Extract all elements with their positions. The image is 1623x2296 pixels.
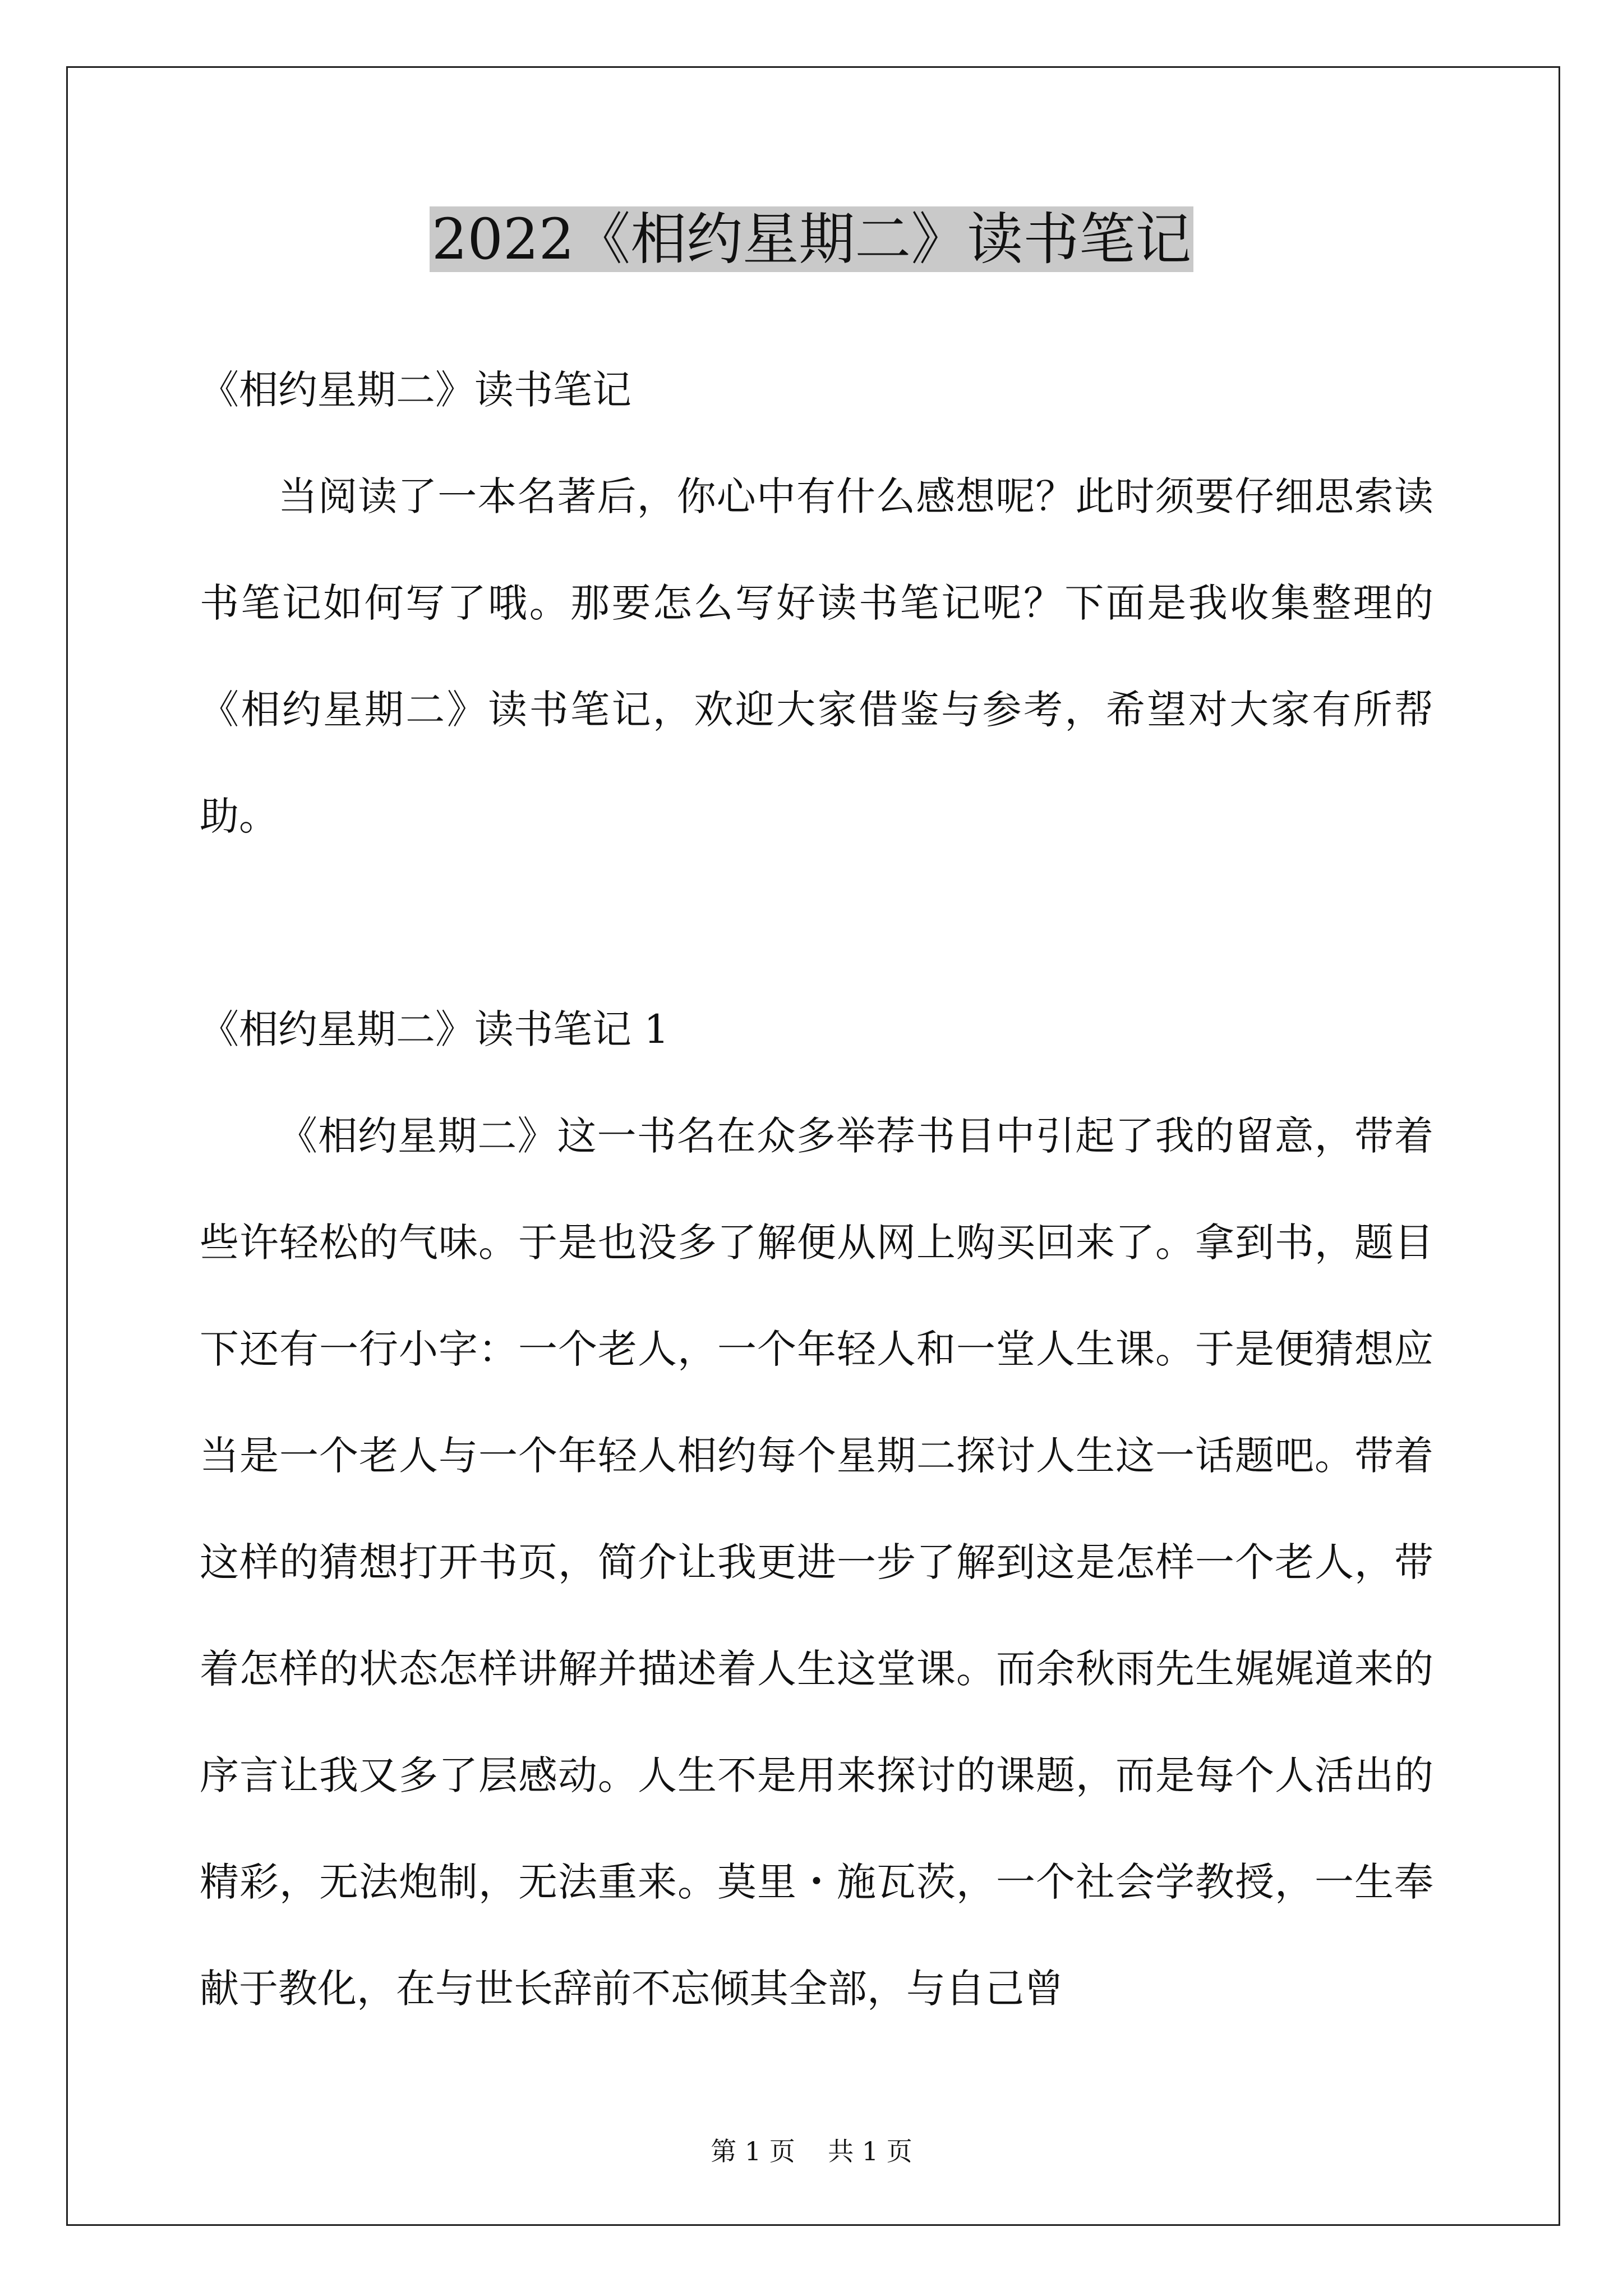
document-title-text: 2022《相约星期二》读书笔记 (430, 206, 1194, 272)
section1-paragraph: 《相约星期二》这一书名在众多举荐书目中引起了我的留意，带着些许轻松的气味。于是也没多了解便从网上购买回来了。拿到书，题目下还有一行小字：一个老人，一个年轻人和一堂人生课。于是便猜想应当是一个老人与一个年轻人相约每个星期二探讨人生这一话题吧。带着这样的猜想打开书页，简介让我更进一步了解到这是怎样一个老人，带着怎样的状态怎样讲解并描述着人生这堂课。而余秋雨先生娓娓道来的序言让我又多了层感动。人生不是用来探讨的课题，而是每个人活出的精彩，无法炮制，无法重来。莫里・施瓦茨，一个社会学教授，一生奉献于教化，在与世长辞前不忘倾其全部，与自己曾 (200, 1113, 1433, 2012)
page-footer: 第 1 页 共 1 页 (711, 2136, 912, 2166)
document-subtitle: 《相约星期二》读书笔记 (200, 367, 631, 413)
section-spacer (200, 869, 1433, 976)
intro-paragraph: 当阅读了一本名著后，你心中有什么感想呢？此时须要仔细思索读书笔记如何写了哦。那要怎么写好读书笔记呢？下面是我收集整理的《相约星期二》读书笔记，欢迎大家借鉴与参考，希望对大家有所帮助。 (200, 473, 1433, 839)
document-title (0, 197, 1623, 282)
section1-heading: 《相约星期二》读书笔记 1 (200, 1006, 669, 1052)
document-body (200, 337, 1433, 2042)
